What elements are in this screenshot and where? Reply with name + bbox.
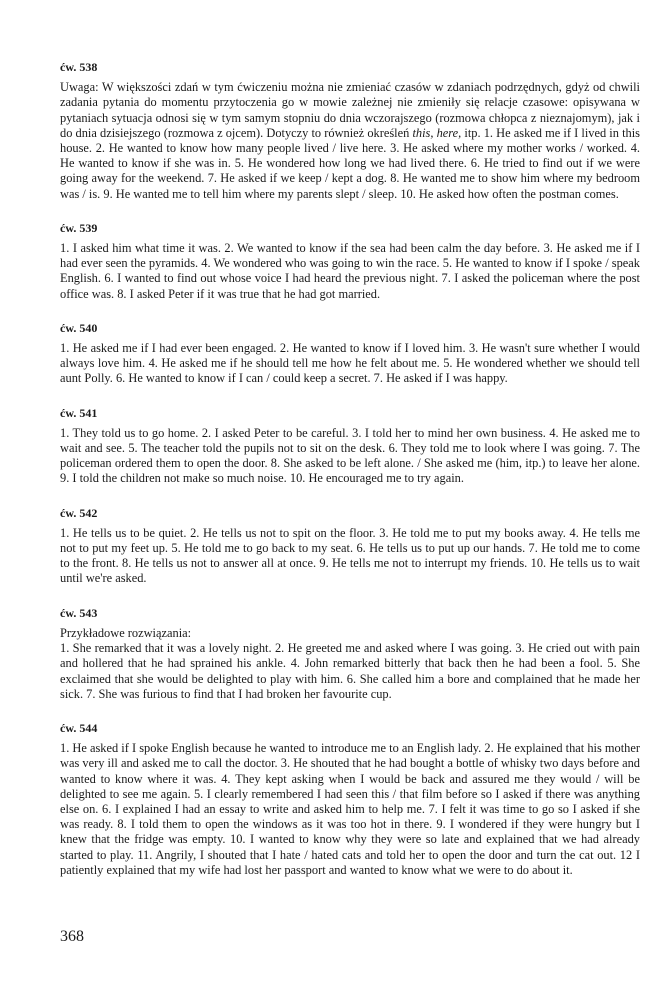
exercise-title: ćw. 544 bbox=[60, 720, 98, 735]
exercise-542 bbox=[60, 506, 640, 587]
exercise-answers: 1. He asked me if I had ever been engaged. 2. He wanted to know if I loved him. 3. He wasn't sure whether I would always love him. 4. He asked me if he should tell me how he felt about me. 5. He wondered whether we should tell aunt Polly. 6. He wanted to know if I can / could keep a secret. 7. He asked if I was happy. bbox=[60, 341, 640, 386]
exercise-538 bbox=[60, 60, 640, 202]
exercise-543 bbox=[60, 606, 640, 702]
exercise-539 bbox=[60, 221, 640, 302]
exercise-answers: 1. He asked if I spoke English because he wanted to introduce me to an English lady. 2. He explained that his mother was very ill and asked me to call the doctor. 3. He shouted that he had bought a bottle of whisky two days before and wanted to know where it was. 4. They kept asking when I would be back and assured me they would / will be delighted to see me again. 5. I clearly remembered I had seen this / that film before so I asked if there was anything else on. 6. I explained I had an essay to write and asked him to help me. 7. I felt it was time to go so I asked if she was ready. 8. I told them to open the windows as it was too hot in there. 9. I wondered if they were hungry but I knew that the fridge was empty. 10. I wanted to know why they were so late and explained that we had already started to play. 11. Angrily, I shouted that I hate / hated cats and told her to open the door and turn the cat out. 12 I patiently explained that my wife had lost her passport and wanted to know what we were to do about it. bbox=[60, 741, 640, 877]
exercise-answers: 1. She remarked that it was a lovely night. 2. He greeted me and asked where I was going. 3. He cried out with pain and hollered that he had sprained his ankle. 4. John remarked bitterly that back then he had been a fool. 5. She exclaimed that she would be delighted to play with him. 6. She called him a bore and complained that he made her sick. 7. She was furious to find that I had broken her favourite cup. bbox=[60, 641, 640, 701]
exercise-note: Uwaga: W większości zdań w tym ćwiczeniu można nie zmieniać czasów w zdaniach podrzędnych, gdyż od chwili zadania pytania do momentu przytoczenia go w mowie zależnej nie zmieniły się relacje czasowe: opisywana w pytaniach sytuacja odnosi się w tym samym stopniu do dnia wczorajszego (rozmowa chłopca z nieznajomym), jak i do dnia dzisiejszego (rozmowa z ojcem). Dotyczy to również określeń bbox=[60, 80, 640, 140]
emphasized-terms: this, here, bbox=[412, 125, 462, 140]
exercise-intro: Przykładowe rozwiązania: bbox=[60, 625, 192, 640]
exercise-title: ćw. 541 bbox=[60, 405, 98, 420]
page-number: 368 bbox=[60, 928, 84, 945]
exercise-answers: 1. I asked him what time it was. 2. We wanted to know if the sea had been calm the day before. 3. He asked me if I had ever seen the pyramids. 4. We wondered who was going to win the race. 5. He wanted to know if I spoke / speak English. 6. I wanted to find out whose voice I had heard the previous night. 7. I asked the policeman where the post office was. 8. I asked Peter if it was true that he had got married. bbox=[60, 241, 640, 301]
exercise-title: ćw. 540 bbox=[60, 320, 98, 335]
exercise-541 bbox=[60, 406, 640, 487]
exercise-answers: 1. They told us to go home. 2. I asked Peter to be careful. 3. I told her to mind her own business. 4. He asked me to wait and see. 5. The teacher told the pupils not to sit on the desk. 6. They told me to look where I was going. 7. The policeman ordered them to open the door. 8. She asked to be left alone. / She asked me (him, itp.) to leave her alone. 9. I told the children not make so much noise. 10. He encouraged me to try again. bbox=[60, 425, 640, 486]
exercise-544 bbox=[60, 721, 640, 878]
exercise-title: ćw. 538 bbox=[60, 60, 98, 74]
exercise-answers-text: itp. 1. He asked me if I lived in this house. 2. He wanted to know how many people lived / live here. 3. He asked where my mother works / worked. 4. He wanted to know if she was in. 5. He wondered how long we had lived there. 6. He tried to find out if we were going away for the weekend. 7. He asked if we keep / kept a dog. 8. He wanted me to show him where my bedroom was / is. 9. He wanted me to tell him where my parents slept / sleep. 10. He asked how often the postman comes. bbox=[60, 125, 640, 201]
exercise-title: ćw. 542 bbox=[60, 505, 98, 520]
exercise-answers: 1. He tells us to be quiet. 2. He tells us not to spit on the floor. 3. He told me to put my books away. 4. He tells me not to put my feet up. 5. He told me to go back to my seat. 6. He tells us to put up our hands. 7. He told me to come to the front. 8. He tells us not to answer all at once. 9. He tells me not to interrupt my friends. 10. He tells us to wait until we're asked. bbox=[60, 525, 640, 586]
exercise-540 bbox=[60, 321, 640, 387]
answer-key-page bbox=[60, 60, 640, 897]
exercise-title: ćw. 543 bbox=[60, 605, 98, 620]
exercise-answers bbox=[60, 80, 640, 202]
exercise-title: ćw. 539 bbox=[60, 220, 98, 235]
